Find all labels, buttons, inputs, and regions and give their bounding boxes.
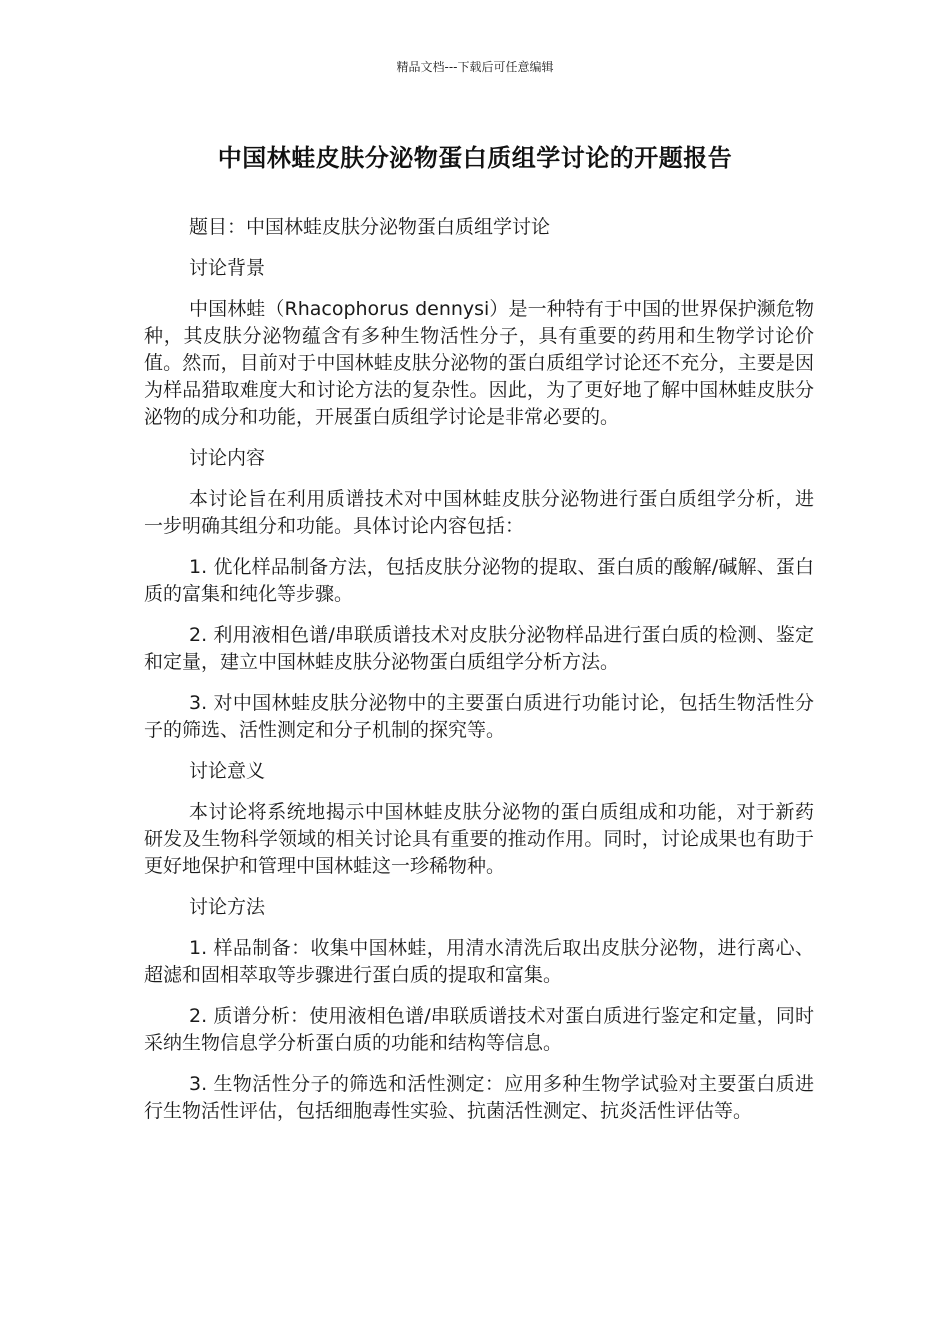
significance-heading: 讨论意义 [189,760,266,782]
document-title: 中国林蛙皮肤分泌物蛋白质组学讨论的开题报告 [217,144,733,172]
methods-item: 2. 质谱分析：使用液相色谱/串联质谱技术对蛋白质进行鉴定和定量，同时采纳生物信息学分析蛋白质的功能和结构等信息。 [144,1005,814,1054]
background-paragraph: 中国林蛙（Rhacophorus dennysi）是一种特有于中国的世界保护濒危物种，其皮肤分泌物蕴含有多种生物活性分子，具有重要的药用和生物学讨论价值。然而，目前对于中国林蛙皮肤分泌物的蛋白质组学讨论还不充分，主要是因为样品猎取难度大和讨论方法的复杂性。因此，为了更好地了解中国林蛙皮肤分泌物的成分和功能，开展蛋白质组学讨论是非常必要的。 [144,298,814,428]
content-heading: 讨论内容 [189,447,266,469]
content-item: 3. 对中国林蛙皮肤分泌物中的主要蛋白质进行功能讨论，包括生物活性分子的筛选、活性测定和分子机制的探究等。 [144,692,814,741]
methods-item: 3. 生物活性分子的筛选和活性测定：应用多种生物学试验对主要蛋白质进行生物活性评估，包括细胞毒性实验、抗菌活性测定、抗炎活性评估等。 [144,1073,814,1122]
document-body [144,214,814,1139]
methods-heading: 讨论方法 [189,896,266,918]
methods-item: 1. 样品制备：收集中国林蛙，用清水清洗后取出皮肤分泌物，进行离心、超滤和固相萃取等步骤进行蛋白质的提取和富集。 [144,937,814,986]
significance-paragraph: 本讨论将系统地揭示中国林蛙皮肤分泌物的蛋白质组成和功能，对于新药研发及生物科学领域的相关讨论具有重要的推动作用。同时，讨论成果也有助于更好地保护和管理中国林蛙这一珍稀物种。 [144,801,814,877]
header-note: 精品文档---下载后可任意编辑 [396,60,554,74]
content-item: 1. 优化样品制备方法，包括皮肤分泌物的提取、蛋白质的酸解/碱解、蛋白质的富集和纯化等步骤。 [144,556,814,605]
content-item: 2. 利用液相色谱/串联质谱技术对皮肤分泌物样品进行蛋白质的检测、鉴定和定量，建立中国林蛙皮肤分泌物蛋白质组学分析方法。 [144,624,814,673]
topic-line: 题目：中国林蛙皮肤分泌物蛋白质组学讨论 [189,216,551,238]
content-intro: 本讨论旨在利用质谱技术对中国林蛙皮肤分泌物进行蛋白质组学分析，进一步明确其组分和功能。具体讨论内容包括： [144,488,814,537]
background-heading: 讨论背景 [189,257,266,279]
